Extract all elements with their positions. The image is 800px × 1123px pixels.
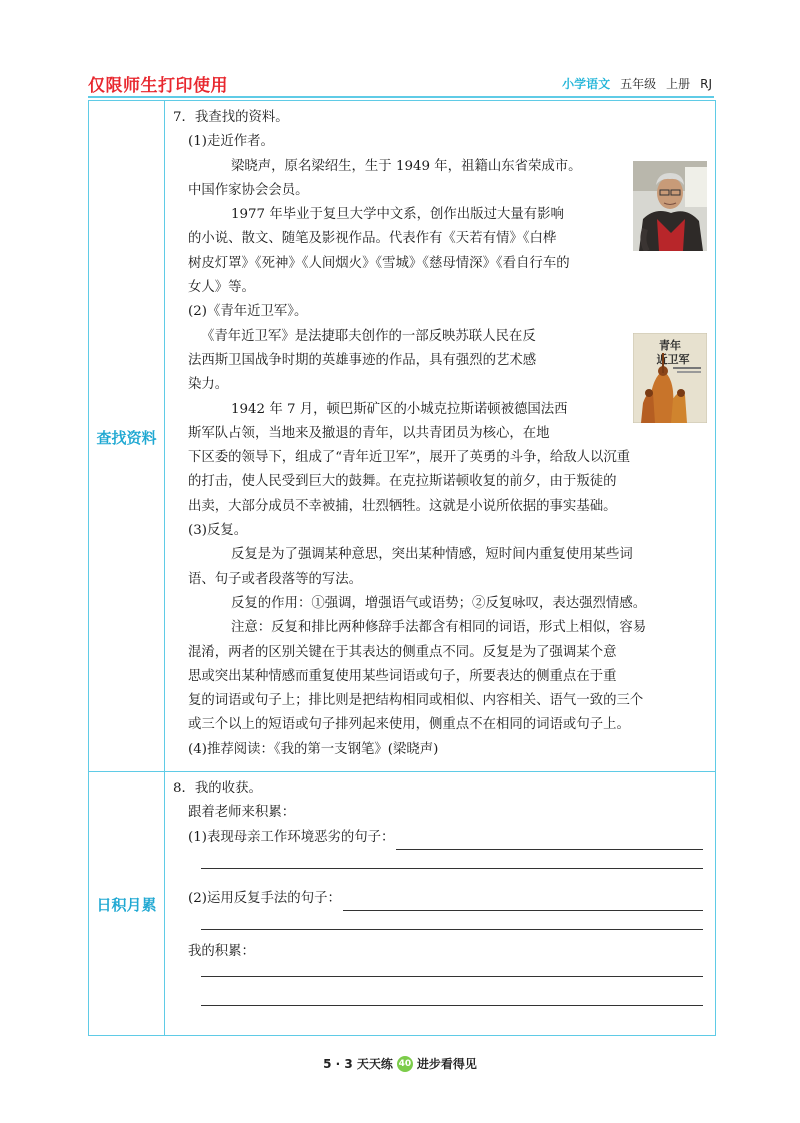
page-number-badge: 40 xyxy=(397,1056,413,1072)
q7-s2-line: 斯军队占领，当地来及撤退的青年，以共青团员为核心，在地 xyxy=(188,425,550,441)
q7-s3-line: 反复的作用：①强调，增强语气或语势；②反复咏叹，表达强烈情感。 xyxy=(231,595,647,611)
q8-title: 8．我的收获。 xyxy=(173,781,262,796)
q7-s3-line: 思或突出某种情感而重复使用某些词语或句子，所要表达的侧重点在于重 xyxy=(188,668,617,684)
q8-item1-row xyxy=(173,826,709,850)
q7-s3-line: 复的词语或句子上；排比则是把结构相同或相似、内容相关、语气一致的三个 xyxy=(188,693,644,709)
book-title-line1: 青年 xyxy=(659,339,681,352)
section-label-research: 查找资料 xyxy=(96,429,157,447)
q8-mine: 我的积累： xyxy=(188,944,255,960)
header-edition: RJ xyxy=(700,77,712,91)
footer-brand: 5 · 3 天天练 xyxy=(323,1057,393,1071)
answer-line-6[interactable] xyxy=(201,1005,703,1006)
q7-s1-line: 女人》等。 xyxy=(188,280,255,296)
q8-intro: 跟着老师来积累： xyxy=(188,805,296,821)
harvest-content xyxy=(173,777,709,1006)
column-divider xyxy=(164,101,165,1035)
q7-s1-line: 1977 年毕业于复旦大学中文系，创作出版过大量有影响 xyxy=(231,207,564,223)
q7-s3-line: 反复是为了强调某种意思，突出某种情感，短时间内重复使用某些词 xyxy=(231,547,633,563)
q7-s2-line: 1942 年 7 月，顿巴斯矿区的小城克拉斯诺顿被德国法西 xyxy=(231,401,568,417)
q7-s3-line: 或三个以上的短语或句子排列起来使用，侧重点不在相同的词语或句子上。 xyxy=(188,717,630,733)
q7-s1-line: 中国作家协会会员。 xyxy=(188,182,309,198)
book-cover-image xyxy=(633,333,707,423)
q7-s1-line: 梁晓声，原名梁绍生，生于 1949 年，祖籍山东省荣成市。 xyxy=(231,158,582,174)
q7-s1-title: (1)走近作者。 xyxy=(188,134,274,150)
header-grade: 五年级 xyxy=(620,77,657,91)
answer-line-3[interactable] xyxy=(343,895,703,911)
q7-s2-line: 《青年近卫军》是法捷耶夫创作的一部反映苏联人民在反 xyxy=(201,328,536,344)
research-content xyxy=(173,106,709,762)
q7-s2-line: 染力。 xyxy=(188,377,229,393)
author-photo xyxy=(633,161,707,251)
q7-s3-line: 语、句子或者段落等的写法。 xyxy=(188,571,363,587)
q7-s1-line: 树皮灯罩》《死神》《人间烟火》《雪城》《慈母情深》《看自行车的 xyxy=(188,255,570,271)
q7-s2-title: (2)《青年近卫军》。 xyxy=(188,304,308,320)
q7-s1-line: 的小说、散文、随笔及影视作品。代表作有《天若有情》《白桦 xyxy=(188,231,557,247)
q8-item2-label: (2)运用反复手法的句子： xyxy=(188,890,341,906)
q7-s2-line: 法西斯卫国战争时期的英雄事迹的作品，具有强烈的艺术感 xyxy=(188,352,537,368)
q8-item1-label: (1)表现母亲工作环境恶劣的句子： xyxy=(188,829,395,845)
worksheet-frame xyxy=(88,100,716,1036)
section-label-harvest: 日积月累 xyxy=(96,896,157,914)
q7-s3-title: (3)反复。 xyxy=(188,523,248,539)
page-footer xyxy=(0,1055,800,1072)
row-divider xyxy=(89,771,715,772)
q7-s2-line: 下区委的领导下，组成了“青年近卫军”，展开了英勇的斗争，给敌人以沉重 xyxy=(188,450,631,466)
q7-s2-line: 出卖，大部分成员不幸被捕，壮烈牺牲。这就是小说所依据的事实基础。 xyxy=(188,498,617,514)
q7-s3-line: 混淆，两者的区别关键在于其表达的侧重点不同。反复是为了强调某个意 xyxy=(188,644,617,660)
header-volume: 上册 xyxy=(666,77,691,91)
book-title-line2: 近卫军 xyxy=(656,353,690,366)
q7-s2-line: 的打击，使人民受到巨大的鼓舞。在克拉斯诺顿收复的前夕，由于叛徒的 xyxy=(188,474,617,490)
page-header-left: 仅限师生打印使用 xyxy=(88,76,228,96)
header-rule xyxy=(88,96,714,98)
page-header-right xyxy=(562,75,712,92)
header-subject: 小学语文 xyxy=(562,77,611,91)
q7-s3-line: 注意：反复和排比两种修辞手法都含有相同的词语，形式上相似，容易 xyxy=(231,620,647,636)
q8-item2-row xyxy=(173,887,709,911)
answer-line-1[interactable] xyxy=(396,834,703,850)
q7-title: 7．我查找的资料。 xyxy=(173,110,289,125)
q7-s4-recommend: (4)推荐阅读：《我的第一支钢笔》(梁晓声) xyxy=(188,741,439,757)
footer-slogan: 进步看得见 xyxy=(416,1057,477,1071)
